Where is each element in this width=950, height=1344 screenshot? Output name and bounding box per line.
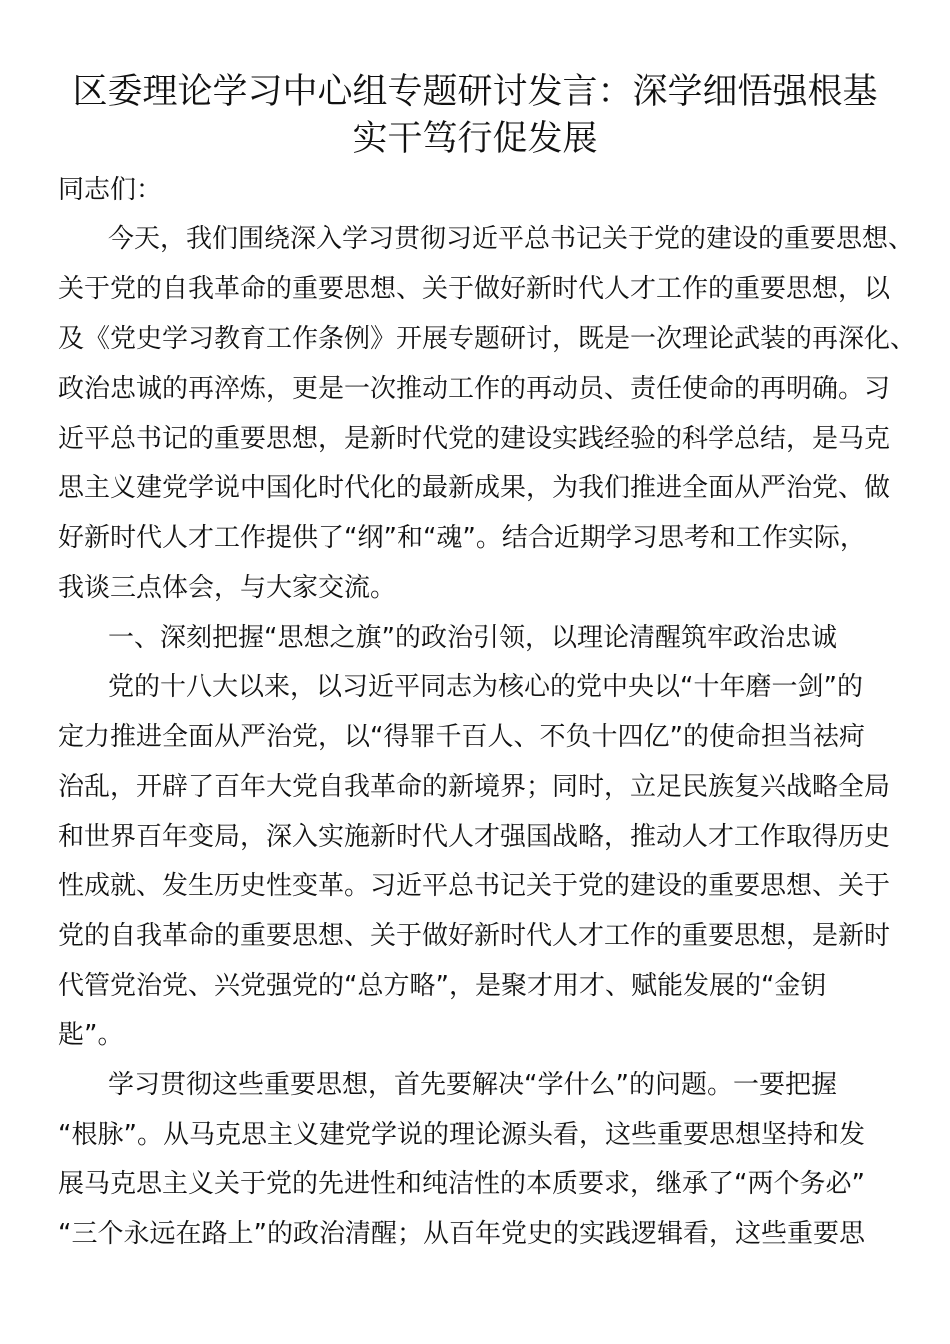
- paragraph-line: 我谈三点体会，与大家交流。: [58, 573, 397, 603]
- paragraph-line: 近平总书记的重要思想，是新时代党的建设实践经验的科学总结，是马克: [58, 424, 891, 454]
- document-title-line-1: 区委理论学习中心组专题研讨发言：深学细悟强根基: [72, 72, 878, 112]
- paragraph-line: 政治忠诚的再淬炼，更是一次推动工作的再动员、责任使命的再明确。习: [58, 374, 891, 404]
- paragraph-line: 治乱，开辟了百年大党自我革命的新境界；同时，立足民族复兴战略全局: [58, 772, 891, 802]
- paragraph-line: 思主义建党学说中国化时代化的最新成果，为我们推进全面从严治党、做: [58, 473, 891, 503]
- section-heading: 一、深刻把握“思想之旗”的政治引领，以理论清醒筑牢政治忠诚: [108, 623, 837, 653]
- paragraph-line: “根脉”。从马克思主义建党学说的理论源头看，这些重要思想坚持和发: [58, 1120, 865, 1150]
- paragraph-line: 党的十八大以来，以习近平同志为核心的党中央以“十年磨一剑”的: [108, 672, 863, 702]
- salutation: 同志们：: [58, 175, 163, 205]
- paragraph-line: 好新时代人才工作提供了“纲”和“魂”。结合近期学习思考和工作实际，: [58, 523, 866, 553]
- document-title-line-2: 实干笃行促发展: [352, 119, 598, 159]
- paragraph-line: 代管党治党、兴党强党的“总方略”，是聚才用才、赋能发展的“金钥: [58, 971, 827, 1001]
- paragraph-line: 和世界百年变局，深入实施新时代人才强国战略，推动人才工作取得历史: [58, 822, 891, 852]
- paragraph-line: 关于党的自我革命的重要思想、关于做好新时代人才工作的重要思想，以: [58, 274, 891, 304]
- paragraph-line: “三个永远在路上”的政治清醒；从百年党史的实践逻辑看，这些重要思: [58, 1219, 865, 1249]
- paragraph-line: 匙”。: [58, 1020, 124, 1050]
- paragraph-line: 定力推进全面从严治党，以“得罪千百人、不负十四亿”的使命担当祛疴: [58, 722, 865, 752]
- paragraph-line: 展马克思主义关于党的先进性和纯洁性的本质要求，继承了“两个务必”: [58, 1169, 865, 1199]
- paragraph-line: 学习贯彻这些重要思想，首先要解决“学什么”的问题。一要把握: [108, 1070, 837, 1100]
- paragraph-line: 今天，我们围绕深入学习贯彻习近平总书记关于党的建设的重要思想、: [108, 224, 915, 254]
- paragraph-line: 党的自我革命的重要思想、关于做好新时代人才工作的重要思想，是新时: [58, 921, 891, 951]
- paragraph-line: 及《党史学习教育工作条例》开展专题研讨，既是一次理论武装的再深化、: [58, 324, 917, 354]
- paragraph-line: 性成就、发生历史性变革。习近平总书记关于党的建设的重要思想、关于: [58, 871, 891, 901]
